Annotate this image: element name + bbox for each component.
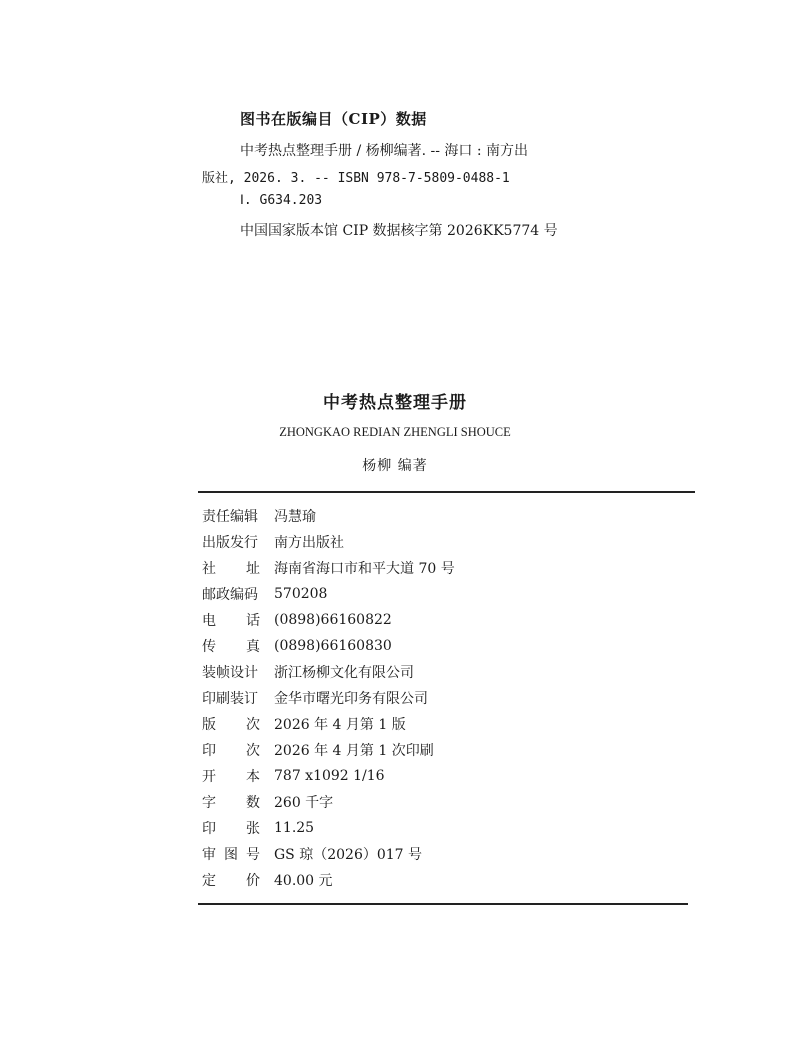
info-row — [202, 685, 455, 711]
info-row — [202, 555, 455, 581]
info-row — [202, 867, 455, 893]
info-label: 印 张 — [202, 821, 260, 837]
info-value: GS 琼（2026）017 号 — [274, 847, 423, 863]
info-value: 40.00 元 — [274, 873, 333, 889]
info-value: 冯慧瑜 — [274, 509, 316, 525]
info-row — [202, 815, 455, 841]
info-value: 海南省海口市和平大道 70 号 — [274, 561, 455, 577]
cip-line-1: 中考热点整理手册 / 杨柳编著. -- 海口 : 南方出 — [240, 143, 529, 159]
top-rule — [198, 491, 695, 493]
info-row — [202, 581, 455, 607]
book-author: 杨柳 编著 — [362, 458, 428, 474]
info-label: 印 次 — [202, 743, 260, 759]
info-value: (0898)66160830 — [274, 638, 392, 654]
info-label: 审 图 号 — [202, 847, 260, 863]
info-label: 版 次 — [202, 717, 260, 733]
info-row — [202, 711, 455, 737]
info-row — [202, 763, 455, 789]
info-label: 字 数 — [202, 795, 260, 811]
info-value: 570208 — [274, 586, 328, 602]
cip-title: 图书在版编目（CIP）数据 — [240, 110, 427, 128]
info-value: (0898)66160822 — [274, 612, 392, 628]
info-value: 2026 年 4 月第 1 版 — [274, 717, 406, 733]
info-row — [202, 737, 455, 763]
info-label: 传 真 — [202, 639, 260, 655]
publication-info-table — [202, 503, 455, 893]
info-row — [202, 659, 455, 685]
book-title: 中考热点整理手册 — [323, 393, 467, 413]
info-label: 社 址 — [202, 561, 260, 577]
info-label: 责任编辑 — [202, 509, 258, 525]
info-value: 260 千字 — [274, 795, 334, 811]
bottom-rule — [198, 903, 688, 905]
info-label: 电 话 — [202, 613, 260, 629]
info-value: 南方出版社 — [274, 535, 344, 551]
book-pinyin-title: ZHONGKAO REDIAN ZHENGLI SHOUCE — [279, 425, 511, 439]
info-label: 邮政编码 — [202, 587, 258, 603]
info-value: 金华市曙光印务有限公司 — [274, 691, 428, 707]
cip-line-4: 中国国家版本馆 CIP 数据核字第 2026KK5774 号 — [240, 223, 558, 239]
cip-line-3: Ⅰ. G634.203 — [240, 193, 323, 208]
info-row — [202, 607, 455, 633]
info-row — [202, 841, 455, 867]
info-row — [202, 789, 455, 815]
info-row — [202, 503, 455, 529]
info-value: 浙江杨柳文化有限公司 — [274, 665, 414, 681]
info-row — [202, 633, 455, 659]
info-value: 787 x1092 1/16 — [274, 768, 385, 784]
info-label: 出版发行 — [202, 535, 258, 551]
info-value: 11.25 — [274, 820, 315, 836]
info-row — [202, 529, 455, 555]
info-label: 定 价 — [202, 873, 260, 889]
info-label: 装帧设计 — [202, 665, 258, 681]
info-label: 印刷装订 — [202, 691, 258, 707]
info-label: 开 本 — [202, 769, 260, 785]
cip-line-2: 版社, 2026. 3. -- ISBN 978-7-5809-0488-1 — [202, 171, 510, 186]
info-value: 2026 年 4 月第 1 次印刷 — [274, 743, 434, 759]
